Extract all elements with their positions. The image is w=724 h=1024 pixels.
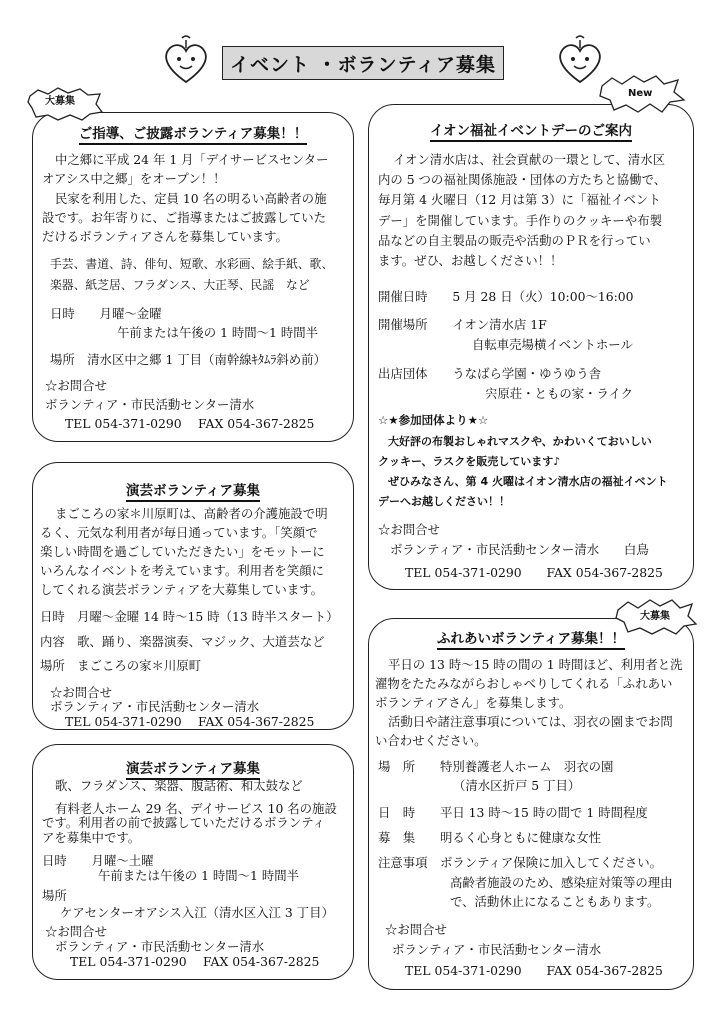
box3-line: るく、元気な利用者が毎日通っています。「笑顔で — [40, 525, 318, 540]
box4-line: 濯物をたたみながらおしゃべりしてくれる「ふれあい — [375, 676, 673, 691]
box1-line: TEL 054-371-0290 FAX 054-367-2825 — [65, 416, 315, 431]
box2-line: ます。ぜひ、お越しください！！ — [378, 253, 563, 268]
box5-line: アを募集中です。 — [42, 830, 141, 845]
box4-line: 注意事項 ボランティア保険に加入してください。 — [378, 855, 662, 870]
box2-line: イオン清水店は、社会貢献の一環として、清水区 — [393, 152, 665, 167]
box-title: 演芸ボランティア募集 — [33, 479, 353, 499]
box4-line: TEL 054-371-0290 FAX 054-367-2825 — [405, 963, 663, 978]
box1-line: 場所 清水区中之郷 1 丁目（南幹線ｷﾀﾑﾗ斜め前） — [50, 352, 326, 367]
box-title: ご指導、ご披露ボランティア募集！！ — [33, 122, 353, 142]
box4-line: （清水区折戸 5 丁目） — [453, 778, 581, 793]
box3-line: 日時 月曜～金曜 14 時～15 時（13 時半スタート） — [40, 609, 339, 624]
box4-line: 募 集 明るく心身ともに健康な女性 — [378, 830, 602, 845]
box2-line: TEL 054-371-0290 FAX 054-367-2825 — [405, 565, 663, 580]
box4-line: 高齢者施設のため、感染症対策等の理由 — [450, 875, 673, 890]
box3-line: 内容 歌、踊り、楽器演奏、マジック、大道芸など — [40, 634, 325, 649]
box3-line: いろんなイベントを考えています。利用者を笑顔に — [40, 563, 324, 578]
box4-line: 活動日や諸注意事項については、羽衣の園までお問 — [388, 714, 673, 729]
box1-line: ボランティア・市民活動センター清水 — [45, 397, 255, 412]
box2-line: 自転車売場横イベントホール — [472, 337, 633, 352]
box3-line: ☆お問合せ — [50, 685, 112, 700]
box4-line: い合わせください。 — [375, 733, 487, 748]
box3-line: TEL 054-371-0290 FAX 054-367-2825 — [65, 714, 315, 729]
box3-line: ボランティア・市民活動センター清水 — [50, 699, 260, 714]
box-title: 演芸ボランティア募集 — [33, 757, 353, 777]
box4-line: 場 所 特別養護老人ホーム 羽衣の園 — [378, 759, 614, 774]
box2-line: 出店団体 うなばら学園・ゆうゆう舎 — [378, 366, 602, 381]
box2-line: 毎月第 4 火曜日（12 月は第 3）に「福祉イベント — [378, 192, 661, 207]
page-title: イベント ・ボランティア募集 — [222, 46, 504, 80]
box2-line: 大好評の布製おしゃれマスクや、かわいくておいしい — [388, 435, 652, 448]
box2-line: ☆★参加団体より★☆ — [378, 413, 489, 427]
box1-line: 民家を利用した、定員 10 名の明るい高齢者の施 — [55, 191, 327, 206]
box2-line: 開催場所 イオン清水店 1F — [378, 317, 547, 332]
box4-line: 平日の 13 時～15 時の間の 1 時間ほど、利用者と洗 — [388, 657, 683, 672]
box1-line: 設です。お年寄りに、ご指導またはご披露していた — [42, 210, 326, 225]
box2-line: 宍原荘・ともの家・ライク — [485, 386, 634, 401]
box2-line: ☆お問合せ — [378, 522, 440, 537]
box1-line: だけるボランティアさんを募集しています。 — [42, 229, 288, 244]
box2-line: デー」を開催しています。手作りのクッキーや布製 — [378, 213, 662, 228]
box2-line: ぜひみなさん、第 4 火曜はイオン清水店の福祉イベント — [388, 475, 668, 488]
box3-line: してくれる演芸ボランティアを大募集しています。 — [40, 582, 323, 597]
box4-line: ボランティアさん」を募集します。 — [375, 695, 572, 710]
box5-line: 場所 — [42, 888, 67, 903]
box2-line: 品などの自主製品の販売や活動のＰＲを行ってい — [378, 233, 651, 248]
box5-line: 歌、フラダンス、楽器、腹話術、和太鼓など — [55, 778, 303, 793]
box1-line: 日時 月曜～金曜 — [50, 306, 162, 321]
box-title: ふれあいボランティア募集！！ — [369, 627, 693, 647]
box5-line: ☆お問合せ — [45, 924, 107, 939]
box5-line: ケアセンターオアシス入江（清水区入江 3 丁目） — [60, 905, 334, 920]
box2-line: クッキー、ラスクを販売しています♪ — [378, 455, 561, 468]
heart-mascot-left-icon — [160, 34, 212, 86]
box3-line: 楽しい時間を過ごしていただきたい」をモットーに — [40, 544, 325, 559]
box1-line: 楽器、紙芝居、フラダンス、大正琴、民謡 など — [50, 278, 310, 292]
box1-line: 午前または午後の 1 時間～1 時間半 — [117, 325, 319, 340]
box-title: イオン福祉イベントデーのご案内 — [369, 119, 693, 139]
box2-line: ボランティア・市民活動センター清水 白鳥 — [390, 542, 649, 557]
box4-line: で、活動休止になることもあります。 — [450, 894, 660, 909]
box2-line: 内の 5 つの福祉関係施設・団体の方たちと協働で、 — [378, 172, 667, 187]
box1-line: オアシス中之郷」をオープン！！ — [42, 171, 226, 186]
box2-line: デーへお越しください！！ — [378, 495, 510, 508]
box5-line: です。利用者の前で披露していただけるボランティ — [42, 815, 325, 830]
box5-line: TEL 054-371-0290 FAX 054-367-2825 — [70, 954, 320, 969]
box3-line: まごころの家＊川原町は、高齢者の介護施設で明 — [55, 506, 328, 521]
box5-line: 午前または午後の 1 時間～1 時間半 — [98, 868, 300, 883]
badge-label: 大募集 — [45, 96, 75, 107]
badge-label: 大募集 — [640, 611, 670, 622]
box1-line: ☆お問合せ — [45, 378, 107, 393]
box3-line: 場所 まごころの家＊川原町 — [40, 658, 202, 673]
box5-line: ボランティア・市民活動センター清水 — [55, 939, 265, 954]
box5-line: 日時 月曜～土曜 — [42, 853, 154, 868]
box2-line: 開催日時 5 月 28 日（火）10:00～16:00 — [378, 289, 634, 304]
badge-label: New — [628, 88, 653, 99]
box5-line: 有料老人ホーム 29 名、デイサービス 10 名の施設 — [55, 801, 337, 816]
box1-line: 中之郷に平成 24 年 1 月「デイサービスセンター — [55, 152, 329, 167]
box1-line: 手芸、書道、詩、俳句、短歌、水彩画、絵手紙、歌、 — [50, 257, 334, 271]
box4-line: ☆お問合せ — [385, 922, 447, 937]
box4-line: ボランティア・市民活動センター清水 — [392, 942, 602, 957]
box4-line: 日 時 平日 13 時～15 時の間で 1 時間程度 — [378, 805, 648, 820]
